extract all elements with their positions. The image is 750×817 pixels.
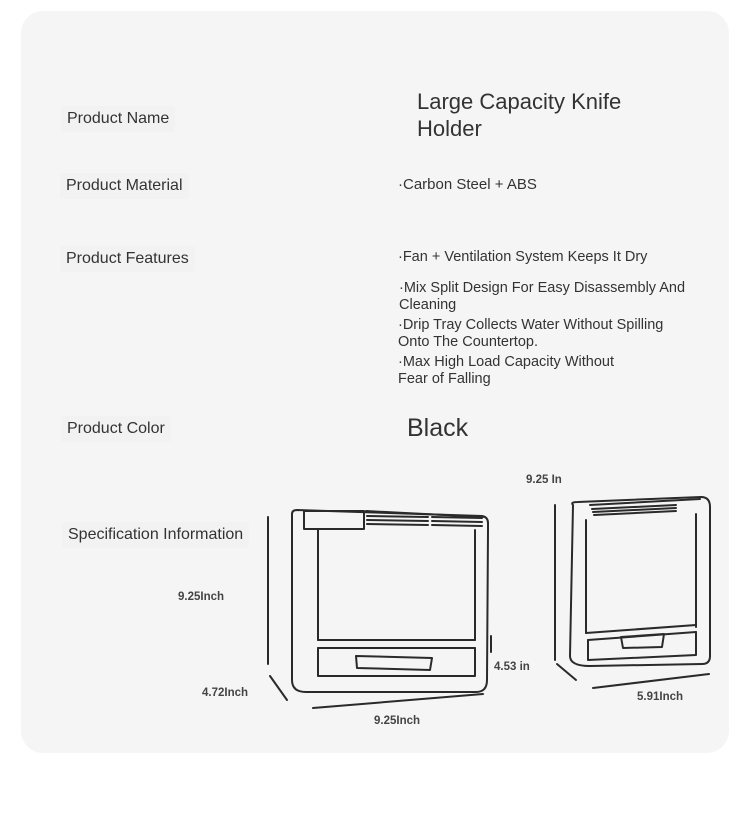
product-color-label: Product Color — [61, 416, 171, 442]
left-height-label: 9.25Inch — [178, 591, 225, 603]
product-material-value: ·Carbon Steel + ABS — [398, 176, 537, 193]
product-features-label: Product Features — [60, 246, 195, 272]
product-name-value: Large Capacity Knife Holder — [417, 89, 622, 141]
left-width-label: 9.25Inch — [374, 715, 421, 727]
spec-info-label: Specification Information — [62, 522, 249, 548]
feature-item: ·Max High Load Capacity Without Fear of Falling — [398, 354, 614, 387]
product-color-value: Black — [407, 414, 469, 442]
feature-item: ·Mix Split Design For Easy Disassembly And Cleaning — [399, 280, 686, 313]
right-height-label: 9.25 In — [526, 474, 562, 486]
feature-item: ·Drip Tray Collects Water Without Spilling Onto The Countertop. — [398, 317, 664, 350]
left-tray-label: 4.53 in — [494, 661, 530, 673]
left-depth-label: 4.72Inch — [202, 687, 249, 699]
product-material-label: Product Material — [60, 173, 189, 199]
right-width-label: 5.91Inch — [637, 691, 684, 703]
product-name-label: Product Name — [61, 106, 175, 132]
feature-item: ·Fan + Ventilation System Keeps It Dry — [398, 249, 648, 265]
